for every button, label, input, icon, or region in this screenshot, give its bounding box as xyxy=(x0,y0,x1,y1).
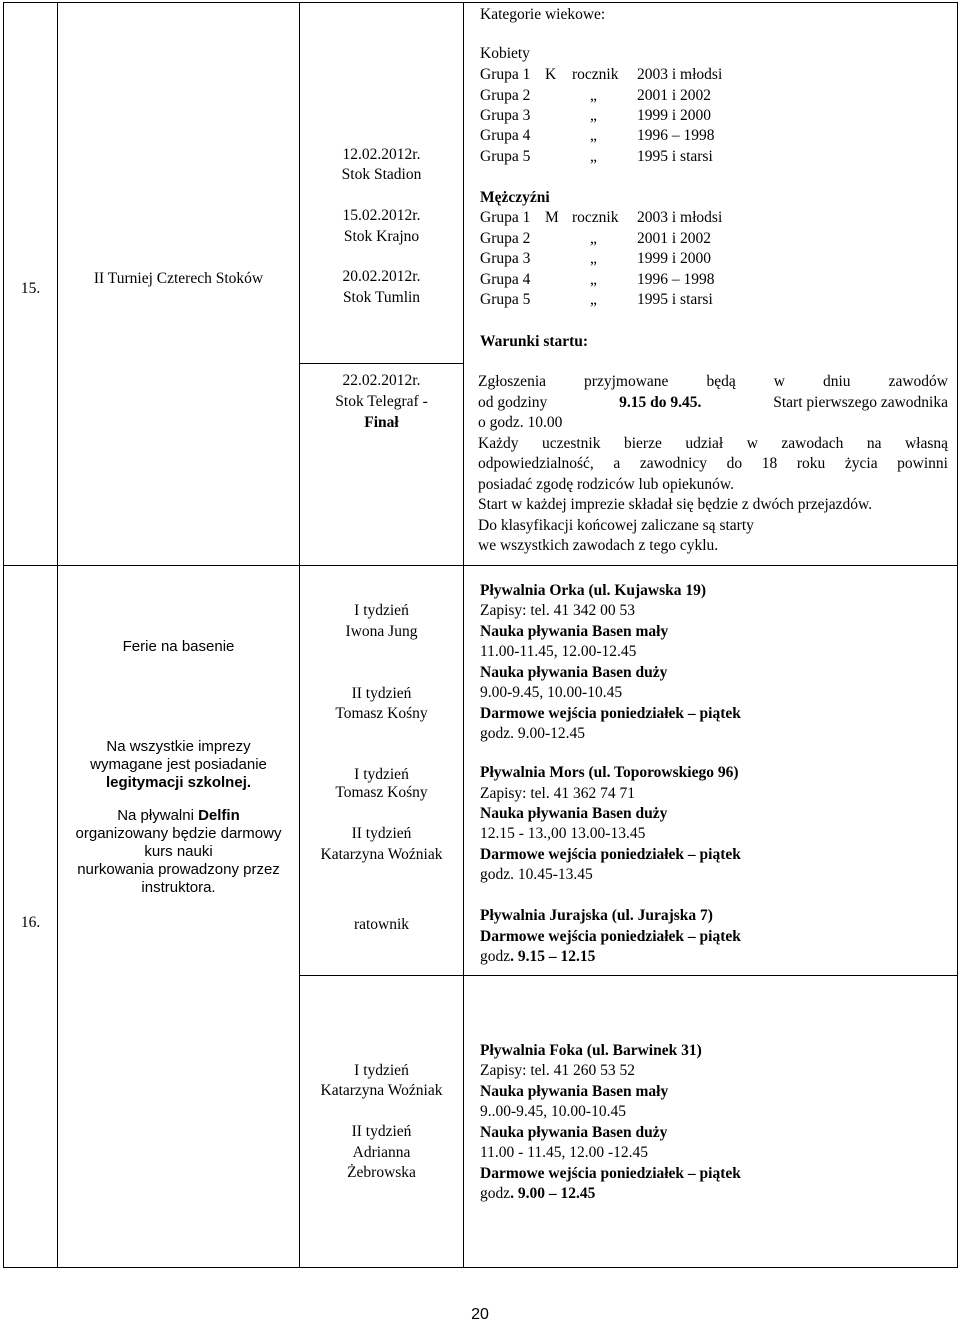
group-sex: K xyxy=(545,66,557,83)
place: Stok Tumlin xyxy=(342,289,421,306)
group-year-label: rocznik xyxy=(572,66,619,83)
note-line: wymagane jest posiadanie xyxy=(90,756,267,773)
pool-hours: 11.00 - 11.45, 12.00 -12.45 xyxy=(480,1144,649,1161)
group-label: Grupa 2 xyxy=(480,87,531,104)
row16-event-name: Ferie na basenie xyxy=(122,638,235,655)
group-years: 2001 i 2002 xyxy=(637,230,712,247)
conditions-line: Każdy uczestnik bierze udział w zawodach na własną xyxy=(478,434,948,452)
pool-hours: godz. 9.00-12.45 xyxy=(480,725,586,742)
conditions-line: o godz. 10.00 xyxy=(478,414,563,431)
staff-name: Adrianna xyxy=(352,1144,411,1161)
row16-notes xyxy=(58,738,299,897)
pool-title: Pływalnia Foka (ul. Barwinek 31) xyxy=(480,1042,702,1059)
group-label: Grupa 2 xyxy=(480,230,531,247)
line-right xyxy=(957,2,958,1268)
group-years: 1995 i starsi xyxy=(637,291,713,308)
line-col1 xyxy=(57,2,58,1268)
staff-name: Katarzyna Woźniak xyxy=(320,1082,443,1099)
pool-hours: 11.00-11.45, 12.00-12.45 xyxy=(480,643,637,660)
group-year-label: rocznik xyxy=(572,209,619,226)
ditto-mark: „ xyxy=(590,271,597,288)
group-label: Grupa 4 xyxy=(480,271,531,288)
pool-offer: Darmowe wejścia poniedziałek – piątek xyxy=(480,1165,741,1182)
pool-title: Pływalnia Jurajska (ul. Jurajska 7) xyxy=(480,907,713,924)
group-years: 2001 i 2002 xyxy=(637,87,712,104)
final-place: Stok Telegraf - xyxy=(335,393,428,410)
staff-name: Katarzyna Woźniak xyxy=(320,846,443,863)
group-years: 1999 i 2000 xyxy=(637,250,712,267)
group-years: 1995 i starsi xyxy=(637,148,713,165)
line-row16-bottom xyxy=(299,975,958,976)
group-sex: M xyxy=(545,209,559,226)
row16-number: 16. xyxy=(20,914,41,931)
ditto-mark: „ xyxy=(590,230,597,247)
ditto-mark: „ xyxy=(590,107,597,124)
line-top xyxy=(3,2,958,3)
week-label: I tydzień xyxy=(354,1062,409,1079)
note-line: legitymacji szkolnej. xyxy=(105,774,252,791)
row15-number: 15. xyxy=(20,280,41,297)
conditions-text xyxy=(478,372,948,557)
note-line: instruktora. xyxy=(141,879,216,896)
group-years: 1999 i 2000 xyxy=(637,107,712,124)
pool-hours: godz. 9.15 – 12.15 xyxy=(480,948,596,965)
pool-offer: Nauka pływania Basen mały xyxy=(480,623,669,640)
conditions-line: Zgłoszenia przyjmowane będą w dniu zawodów xyxy=(478,373,948,390)
final-date: 22.02.2012r. xyxy=(342,372,421,389)
line-bottom xyxy=(3,1267,958,1268)
group-label: Grupa 3 xyxy=(480,250,531,267)
final-label: Finał xyxy=(364,414,399,431)
week-label: II tydzień xyxy=(351,825,412,842)
date: 15.02.2012r. xyxy=(342,207,421,224)
conditions-line: we wszystkich zawodach z tego cyklu. xyxy=(478,537,719,554)
pool-offer: Nauka pływania Basen mały xyxy=(480,1083,669,1100)
pool-phone: Zapisy: tel. 41 362 74 71 xyxy=(480,785,635,802)
ditto-mark: „ xyxy=(590,250,597,267)
lifeguard-label: ratownik xyxy=(353,916,410,933)
ditto-mark: „ xyxy=(590,148,597,165)
pool-offer: Darmowe wejścia poniedziałek – piątek xyxy=(480,928,741,945)
note-line: nurkowania prowadzony przez xyxy=(77,861,280,878)
line-left xyxy=(3,2,4,1268)
group-label: Grupa 1 xyxy=(480,209,531,226)
place: Stok Stadion xyxy=(341,166,422,183)
conditions-title: Warunki startu: xyxy=(480,333,589,350)
pool-offer: Nauka pływania Basen duży xyxy=(480,1124,668,1141)
pool-phone: Zapisy: tel. 41 342 00 53 xyxy=(480,602,635,619)
pool-offer: Darmowe wejścia poniedziałek – piątek xyxy=(480,846,741,863)
conditions-line: posiadać zgodę rodziców lub opiekunów. xyxy=(478,475,734,493)
pool-title: Pływalnia Mors (ul. Toporowskiego 96) xyxy=(480,764,739,781)
row15-event-name: II Turniej Czterech Stoków xyxy=(93,270,264,287)
week-label: I tydzień xyxy=(354,602,409,619)
pool-hours: 12.15 - 13.,00 13.00-13.45 xyxy=(480,825,646,842)
men-title: Mężczyźni xyxy=(480,189,550,206)
week-label: II tydzień xyxy=(351,1123,412,1140)
week-label: II tydzień xyxy=(351,685,412,702)
line-row15-split xyxy=(299,363,463,364)
pool-offer: Nauka pływania Basen duży xyxy=(480,805,668,822)
note-line: Na pływalni Delfin xyxy=(117,807,240,824)
categories-title: Kategorie wiekowe: xyxy=(480,6,606,23)
pool-title: Pływalnia Orka (ul. Kujawska 19) xyxy=(480,582,707,599)
note-line: kurs nauki xyxy=(144,843,213,860)
page-number: 20 xyxy=(471,1306,489,1323)
group-label: Grupa 3 xyxy=(480,107,531,124)
ditto-mark: „ xyxy=(590,87,597,104)
conditions-line: Start w każdej imprezie składał się będzie z dwóch przejazdów. xyxy=(478,496,873,513)
line-row15-bottom xyxy=(3,565,958,566)
pool-phone: Zapisy: tel. 41 260 53 52 xyxy=(480,1062,635,1079)
ditto-mark: „ xyxy=(590,291,597,308)
note-line: Na wszystkie imprezy xyxy=(106,738,251,755)
pool-hours: godz. 9.00 – 12.45 xyxy=(480,1185,596,1202)
staff-name: Tomasz Kośny xyxy=(335,784,428,801)
pool-offer: Darmowe wejścia poniedziałek – piątek xyxy=(480,705,741,722)
date: 12.02.2012r. xyxy=(342,146,421,163)
group-years: 2003 i młodsi xyxy=(637,66,723,83)
group-label: Grupa 5 xyxy=(480,148,531,165)
conditions-line: od godziny 9.15 do 9.45. Start pierwszego zawodnika xyxy=(478,393,948,411)
week-label: I tydzień xyxy=(354,766,409,783)
group-years: 1996 – 1998 xyxy=(637,127,715,144)
women-title: Kobiety xyxy=(480,45,530,62)
conditions-line: Do klasyfikacji końcowej zaliczane są starty xyxy=(478,516,754,534)
line-col3 xyxy=(463,2,464,1268)
date: 20.02.2012r. xyxy=(342,268,421,285)
staff-name: Tomasz Kośny xyxy=(335,705,428,722)
place: Stok Krajno xyxy=(343,228,420,245)
staff-name: Żebrowska xyxy=(347,1164,416,1181)
conditions-line: odpowiedzialność, a zawodnicy do 18 roku życia powinni xyxy=(478,455,948,472)
ditto-mark: „ xyxy=(590,127,597,144)
pool-hours: godz. 10.45-13.45 xyxy=(480,866,593,883)
pool-hours: 9..00-9.45, 10.00-10.45 xyxy=(480,1103,626,1120)
group-years: 2003 i młodsi xyxy=(637,209,723,226)
group-years: 1996 – 1998 xyxy=(637,271,715,288)
note-line: organizowany będzie darmowy xyxy=(75,825,282,842)
pool-offer: Nauka pływania Basen duży xyxy=(480,664,668,681)
staff-name: Iwona Jung xyxy=(345,623,418,640)
group-label: Grupa 1 xyxy=(480,66,531,83)
pool-hours: 9.00-9.45, 10.00-10.45 xyxy=(480,684,623,701)
group-label: Grupa 4 xyxy=(480,127,531,144)
group-label: Grupa 5 xyxy=(480,291,531,308)
